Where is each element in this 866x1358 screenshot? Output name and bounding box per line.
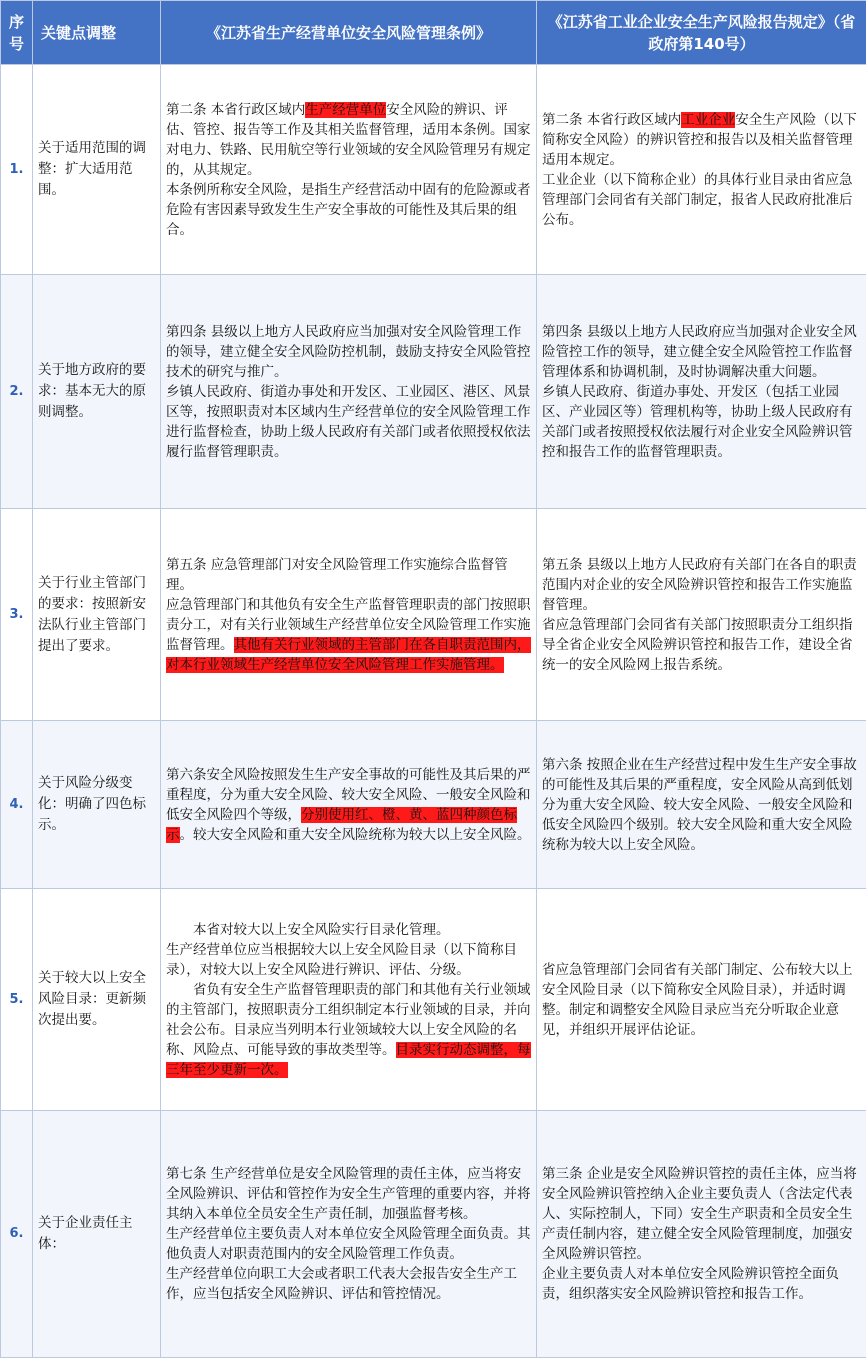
- text-run: 第二条 本省行政区域内: [166, 102, 305, 118]
- header-rule: 《江苏省工业企业安全生产风险报告规定》（省政府第140号）: [537, 1, 866, 65]
- rule-paragraph: 第四条 县级以上地方人民政府应当加强对企业安全风险管控工作的领导，建立健全安全风险管控工作监督管理体系和协调机制，及时协调解决重大问题。: [542, 322, 861, 382]
- regulation-paragraph: [166, 595, 531, 675]
- rule-paragraph: 第六条 按照企业在生产经营过程中发生生产安全事故的可能性及其后果的严重程度，安全风险从高到低划分为重大安全风险、较大安全风险、一般安全风险和低安全风险四个级别。较大安全风险和重大安全风险统称为较大以上安全风险。: [542, 755, 861, 855]
- row-number: 2.: [1, 275, 33, 509]
- regulation-paragraph: [166, 100, 531, 180]
- table-row: [1, 889, 866, 1111]
- regulation-paragraph: 生产经营单位应当根据较大以上安全风险目录（以下简称目录），对较大以上安全风险进行辨识、评估、分级。: [166, 940, 531, 980]
- row-number: 5.: [1, 889, 33, 1111]
- regulation-paragraph: [166, 765, 531, 845]
- rule-paragraph: [542, 110, 861, 170]
- regulation-paragraph: 第四条 县级以上地方人民政府应当加强对安全风险管理工作的领导，建立健全安全风险防控机制，鼓励支持安全风险管控技术的研究与推广。: [166, 322, 531, 382]
- highlight-mark: 其他有关行业领域的主管部门在各自职责范围内，对本行业领域生产经营单位安全风险管理工作实施管理。: [166, 637, 531, 673]
- table-row: [1, 1111, 866, 1358]
- row-key-point: 关于行业主管部门的要求：按照新安法队行业主管部门提出了要求。: [33, 509, 161, 721]
- regulation-paragraph: [166, 980, 531, 1080]
- rule-paragraph: 乡镇人民政府、街道办事处、开发区（包括工业园区、产业园区等）管理机构等，协助上级人民政府有关部门或者按照授权依法履行对企业安全风险辨识管控和报告工作的监督管理职责。: [542, 382, 861, 462]
- regulation-paragraph: 生产经营单位主要负责人对本单位安全风险管理全面负责。其他负责人对职责范围内的安全风险管理工作负责。: [166, 1224, 531, 1264]
- rule-text: [537, 721, 866, 889]
- rule-paragraph: 第五条 县级以上地方人民政府有关部门在各自的职责范围内对企业的安全风险辨识管控和报告工作实施监督管理。: [542, 555, 861, 615]
- highlight-mark: 分别使用红、橙、黄、蓝四种颜色标示: [166, 807, 517, 843]
- rule-paragraph: 工业企业（以下简称企业）的具体行业目录由省应急管理部门会同省有关部门制定，报省人民政府批准后公布。: [542, 170, 861, 230]
- text-run: 第二条 本省行政区域内: [542, 112, 681, 128]
- row-key-point: 关于企业责任主体：: [33, 1111, 161, 1358]
- table-row: [1, 721, 866, 889]
- text-run: 第六条安全风险按照发生生产安全事故的可能性及其后果的严重程度，分为重大安全风险、较大安全风险、一般安全风险和低安全风险四个等级，: [166, 767, 531, 823]
- row-key-point: 关于较大以上安全风险目录：更新频次提出要。: [33, 889, 161, 1111]
- highlight-mark: 生产经营单位: [305, 102, 386, 118]
- table-row: [1, 275, 866, 509]
- row-key-point: 关于地方政府的要求：基本无大的原则调整。: [33, 275, 161, 509]
- rule-text: [537, 889, 866, 1111]
- rule-text: [537, 275, 866, 509]
- highlight-mark: 工业企业: [681, 112, 735, 128]
- rule-text: [537, 509, 866, 721]
- text-run: 安全生产风险（以下简称安全风险）的辨识管控和报告以及相关监督管理适用本规定。: [542, 112, 857, 168]
- regulation-text: [161, 889, 537, 1111]
- row-number: 6.: [1, 1111, 33, 1358]
- text-run: 。较大安全风险和重大安全风险统称为较大以上安全风险。: [180, 827, 531, 843]
- regulation-paragraph: 本省对较大以上安全风险实行目录化管理。: [166, 920, 531, 940]
- regulation-paragraph: 本条例所称安全风险，是指生产经营活动中固有的危险源或者危险有害因素导致发生生产安全事故的可能性及其后果的组合。: [166, 180, 531, 240]
- regulation-text: [161, 65, 537, 275]
- row-number: 1.: [1, 65, 33, 275]
- regulation-paragraph: 第五条 应急管理部门对安全风险管理工作实施综合监督管理。: [166, 555, 531, 595]
- regulation-paragraph: 第七条 生产经营单位是安全风险管理的责任主体，应当将安全风险辨识、评估和管控作为安全生产管理的重要内容，并将其纳入本单位全员安全生产责任制，加强监督考核。: [166, 1164, 531, 1224]
- highlight-mark: 目录实行动态调整，每三年至少更新一次。: [166, 1042, 531, 1078]
- rule-paragraph: 第三条 企业是安全风险辨识管控的责任主体，应当将安全风险辨识管控纳入企业主要负责人（含法定代表人、实际控制人，下同）安全生产职责和全员安全生产责任制内容，建立健全安全风险管理制度，加强安全风险辨识管控。: [542, 1164, 861, 1264]
- header-key-adjustment: 关键点调整: [33, 1, 161, 65]
- row-key-point: 关于适用范围的调整：扩大适用范围。: [33, 65, 161, 275]
- text-run: 安全风险的辨识、评估、管控、报告等工作及其相关监督管理，适用本条例。国家对电力、铁路、民用航空等行业领域的安全风险管理另有规定的，从其规定。: [166, 102, 531, 178]
- rule-text: [537, 65, 866, 275]
- regulation-paragraph: 乡镇人民政府、街道办事处和开发区、工业园区、港区、风景区等，按照职责对本区域内生产经营单位的安全风险管理工作进行监督检查，协助上级人民政府有关部门或者依照授权依法履行监督管理职责。: [166, 382, 531, 462]
- regulation-paragraph: 生产经营单位向职工大会或者职工代表大会报告安全生产工作，应当包括安全风险辨识、评估和管控情况。: [166, 1264, 531, 1304]
- header-num: 序号: [1, 1, 33, 65]
- header-regulation: 《江苏省生产经营单位安全风险管理条例》: [161, 1, 537, 65]
- regulation-text: [161, 721, 537, 889]
- rule-paragraph: 省应急管理部门会同省有关部门制定、公布较大以上安全风险目录（以下简称安全风险目录），并适时调整。制定和调整安全风险目录应当充分听取企业意见，并组织开展评估论证。: [542, 960, 861, 1040]
- text-run: 省负有安全生产监督管理职责的部门和其他有关行业领域的主管部门，按照职责分工组织制定本行业领域的目录，并向社会公布。目录应当列明本行业领域较大以上安全风险的名称、风险点、可能导致的事故类型等。: [166, 982, 531, 1058]
- row-number: 4.: [1, 721, 33, 889]
- regulation-text: [161, 1111, 537, 1358]
- table-row: [1, 65, 866, 275]
- row-key-point: 关于风险分级变化：明确了四色标示。: [33, 721, 161, 889]
- regulation-text: [161, 509, 537, 721]
- table-row: [1, 509, 866, 721]
- text-run: 应急管理部门和其他负有安全生产监督管理职责的部门按照职责分工，对有关行业领域生产经营单位安全风险管理工作实施监督管理。: [166, 597, 531, 653]
- table-header-row: [1, 1, 866, 65]
- rule-paragraph: 企业主要负责人对本单位安全风险辨识管控全面负责，组织落实安全风险辨识管控和报告工作。: [542, 1264, 861, 1304]
- rule-paragraph: 省应急管理部门会同省有关部门按照职责分工组织指导全省企业安全风险辨识管控和报告工作，建设全省统一的安全风险网上报告系统。: [542, 615, 861, 675]
- row-number: 3.: [1, 509, 33, 721]
- rule-text: [537, 1111, 866, 1358]
- regulation-text: [161, 275, 537, 509]
